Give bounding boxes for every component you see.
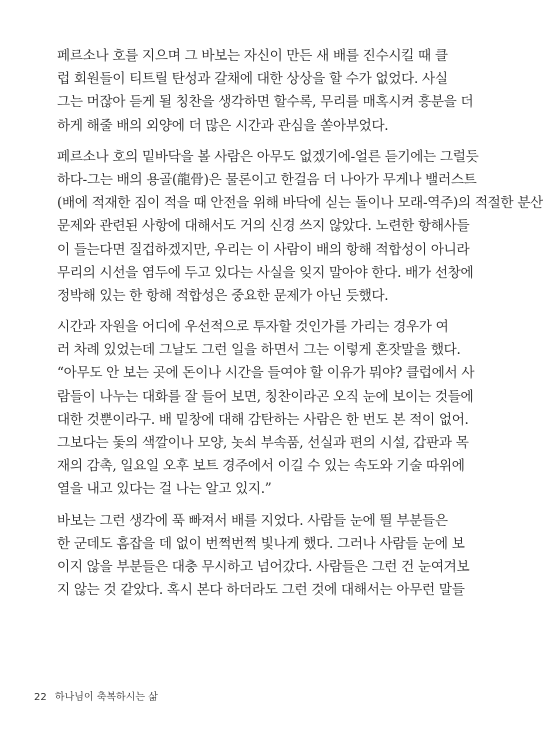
text-line: 그는 머잖아 듣게 될 칭찬을 생각하면 할수록, 무리를 매혹시켜 흥분을 더 (57, 94, 474, 111)
text-line: 이지 않을 부분들은 대충 무시하고 넘어갔다. 사람들은 그런 건 눈여겨보 (57, 558, 470, 575)
page-footer (34, 688, 158, 703)
text-line: 정박해 있는 한 항해 적합성은 중요한 문제가 아닌 듯했다. (57, 287, 389, 304)
paragraph (57, 146, 543, 308)
text-line: 러 차례 있었는데 그날도 그런 일을 하면서 그는 이렇게 혼잣말을 했다. (57, 342, 461, 359)
text-line: 바보는 그런 생각에 푹 빠져서 배를 지었다. 사람들 눈에 띌 부분들은 (57, 512, 448, 529)
text-line: 지 않는 것 같았다. 혹시 본다 하더라도 그런 것에 대해서는 아무런 말들 (57, 582, 465, 599)
paragraph (57, 316, 475, 502)
text-line: 열을 내고 있다는 걸 나는 알고 있지.” (57, 481, 272, 498)
text-line: 한 군데도 흠잡을 데 없이 번쩍번쩍 빛나게 했다. 그러나 사람들 눈에 보 (57, 535, 465, 552)
paragraph (57, 510, 470, 603)
running-title: 하나님이 축복하시는 삶 (54, 692, 158, 703)
text-line: 그보다는 돛의 색깔이나 모양, 놋쇠 부속품, 선실과 편의 시설, 갑판과 목 (57, 435, 469, 451)
text-line: 럽 회원들이 티트릴 탄성과 갈채에 대한 상상을 할 수가 없었다. 사실 (57, 71, 448, 88)
text-line: (배에 적재한 짐이 적을 때 안전을 위해 바닥에 싣는 돌이나 모래-역주)의 적절한 분산 (57, 195, 543, 212)
text-line: 이 들는다면 질겁하겠지만, 우리는 이 사람이 배의 항해 적합성이 아니라 (57, 241, 470, 258)
text-line: 무리의 시선을 염두에 두고 있다는 사실을 잊지 말아야 한다. 배가 선창에 (57, 264, 474, 281)
page-number: 22 (34, 692, 47, 703)
text-line: 하게 해줄 배의 외양에 더 많은 시간과 관심을 쏟아부었다. (57, 117, 389, 134)
paragraph (57, 45, 474, 138)
text-line: 페르소나 호를 지으며 그 바보는 자신이 만든 새 배를 진수시킬 때 클 (57, 48, 448, 64)
text-line: 페르소나 호의 밑바닥을 볼 사람은 아무도 없겠기에-얼른 듣기에는 그럴듯 (57, 148, 479, 165)
text-line: “아무도 안 보는 곳에 돈이나 시간을 들여야 할 이유가 뭐야? 클럽에서 사 (57, 365, 475, 382)
text-line: 람들이 나누는 대화를 잘 들어 보면, 칭찬이라곤 오직 눈에 보이는 것들에 (57, 388, 474, 405)
text-line: 재의 감촉, 일요일 오후 보트 경주에서 이길 수 있는 속도와 기술 따위에 (57, 458, 465, 475)
text-line: 대한 것뿐이라구. 배 밑창에 대해 감탄하는 사람은 한 번도 본 적이 없어. (57, 411, 469, 428)
text-line: 문제와 관련된 사항에 대해서도 거의 신경 쓰지 않았다. 노련한 항해사들 (57, 218, 470, 235)
body-text (57, 45, 543, 602)
text-line: 하다-그는 배의 용골(龍骨)은 물론이고 한걸음 더 나아가 무게나 밸러스트 (57, 171, 477, 188)
text-line: 시간과 자원을 어디에 우선적으로 투자할 것인가를 가리는 경우가 여 (57, 319, 449, 336)
